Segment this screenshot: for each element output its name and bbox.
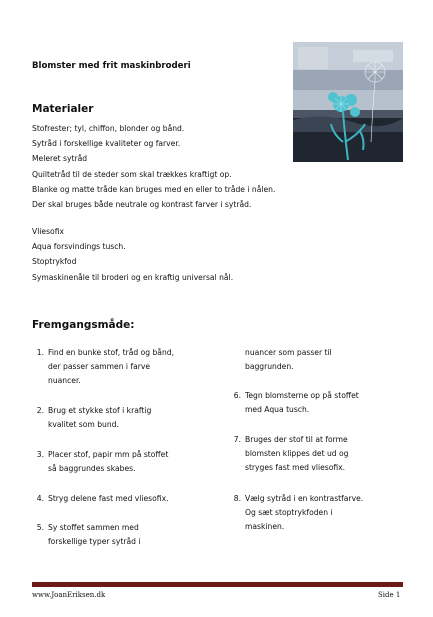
step-text: stryges fast med vliesofix. bbox=[245, 463, 346, 472]
step-text: Brug et stykke stof i kraftig bbox=[48, 406, 152, 415]
step-text: Tegn blomsterne op på stoffet bbox=[245, 391, 359, 400]
step-text: nuancer som passer til bbox=[245, 348, 332, 357]
step-number: 3. bbox=[36, 450, 44, 459]
extra-materials-list bbox=[32, 224, 233, 285]
step-text: blomsten klippes det ud og bbox=[245, 449, 349, 458]
step-text: Stryg delene fast med vliesofix. bbox=[48, 494, 169, 503]
materials-line: Quiltetråd til de steder som skal trækkes kraftigt op. bbox=[32, 169, 232, 179]
step-text: der passer sammen i farve bbox=[48, 362, 151, 371]
step-text: kvalitet som bund. bbox=[48, 420, 119, 429]
step-text: med Aqua tusch. bbox=[245, 405, 310, 414]
step-text: Og sæt stoptrykfoden i bbox=[245, 508, 333, 517]
materials-line: Aqua forsvindings tusch. bbox=[32, 242, 126, 252]
materials-line: Sytråd i forskellige kvaliteter og farver. bbox=[32, 139, 181, 149]
step-number: 6. bbox=[233, 391, 241, 400]
step-number: 1. bbox=[36, 348, 44, 357]
step-number: 8. bbox=[233, 494, 241, 503]
step-text: forskellige typer sytråd i bbox=[48, 537, 141, 546]
step-text: nuancer. bbox=[48, 376, 81, 385]
materials-line: Der skal bruges både neutrale og kontrast farver i sytråd. bbox=[32, 199, 252, 209]
materials-line: Stoptrykfod bbox=[32, 257, 77, 267]
step-text: Bruges der stof til at forme bbox=[245, 435, 348, 444]
materials-list bbox=[32, 121, 275, 212]
step-text: baggrunden. bbox=[245, 362, 294, 371]
procedure-heading: Fremgangsmåde: bbox=[32, 319, 135, 331]
step-text: maskinen. bbox=[245, 522, 285, 531]
materials-line: Blanke og matte tråde kan bruges med en eller to tråde i nålen. bbox=[32, 184, 276, 194]
step-number: 4. bbox=[36, 494, 44, 503]
materials-line: Meleret sytråd bbox=[32, 154, 88, 164]
materials-line: Symaskinenåle til broderi og en kraftig universal nål. bbox=[32, 272, 234, 282]
step-text: Sy stoffet sammen med bbox=[48, 523, 139, 532]
step-number: 5. bbox=[36, 523, 44, 532]
embroidery-photo bbox=[293, 42, 403, 162]
materials-heading: Materialer bbox=[32, 103, 94, 115]
step-number: 2. bbox=[36, 406, 44, 415]
footer-page-number: Side 1 bbox=[378, 591, 401, 599]
step-text: Placer stof, papir mm på stoffet bbox=[48, 450, 169, 459]
step-number: 7. bbox=[233, 435, 241, 444]
footer-rule bbox=[32, 582, 403, 587]
step-text: så baggrundes skabes. bbox=[48, 464, 136, 473]
document-title: Blomster med frit maskinbroderi bbox=[32, 61, 191, 71]
materials-line: Vliesofix bbox=[32, 227, 64, 236]
footer-website: www.JoanEriksen.dk bbox=[32, 591, 106, 599]
step-text: Find en bunke stof, tråd og bånd, bbox=[48, 348, 174, 357]
materials-line: Stofrester; tyl, chiffon, blonder og bånd. bbox=[32, 124, 185, 133]
step-text: Vælg sytråd i en kontrastfarve. bbox=[245, 494, 364, 503]
